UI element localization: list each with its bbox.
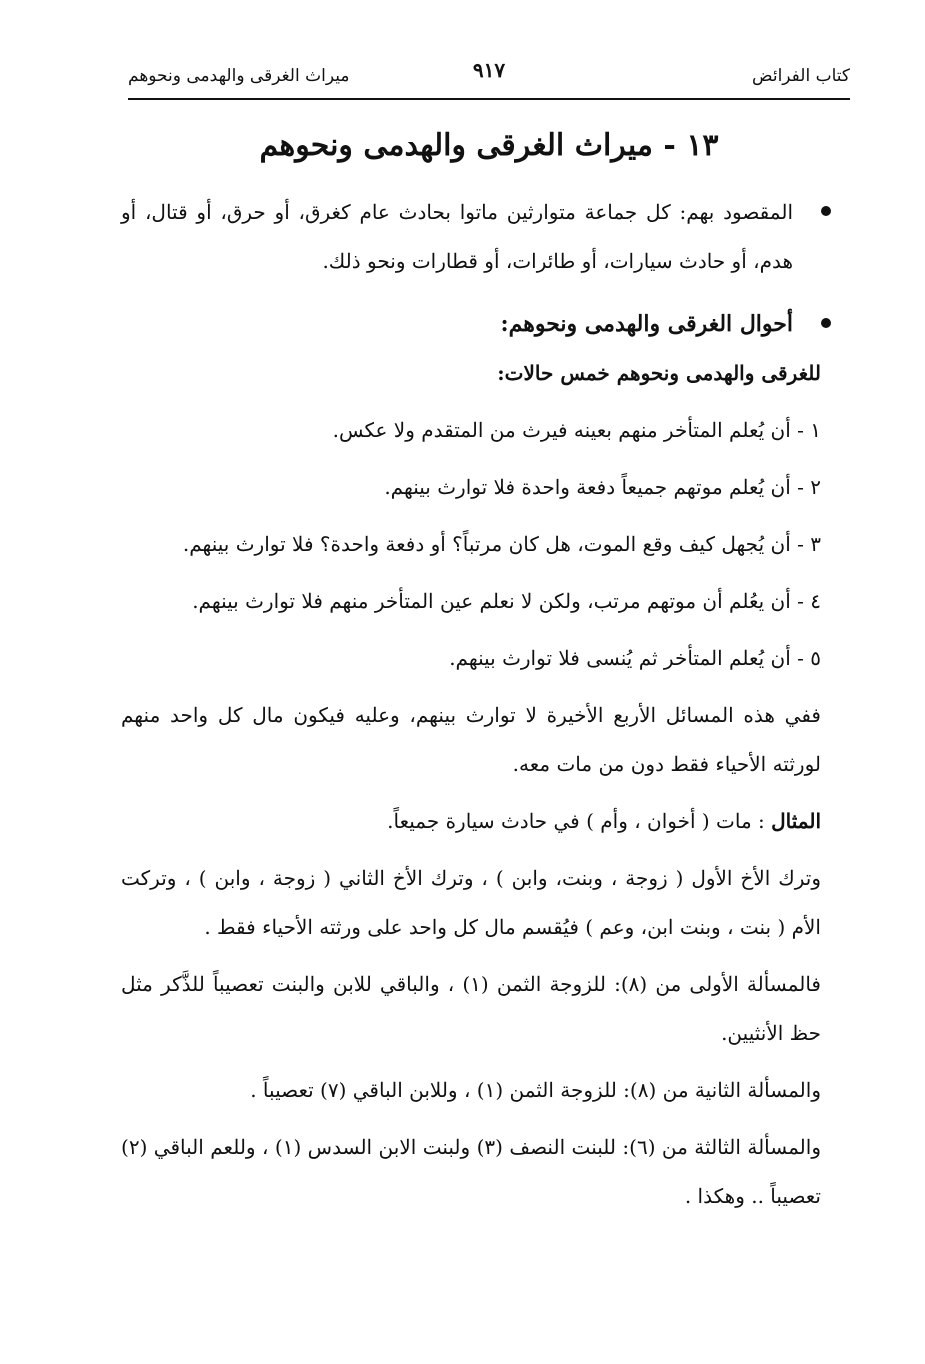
state-item: ٥ - أن يُعلم المتأخر ثم يُنسى فلا توارث بينهم. (449, 646, 821, 670)
ruling-paragraph: ففي هذه المسائل الأربع الأخيرة لا توارث بينهم، وعليه فيكون مال كل واحد منهم لورثته الأحياء فقط دون من مات معه. (121, 703, 821, 776)
state-item: ٣ - أن يُجهل كيف وقع الموت، هل كان مرتباً؟ أو دفعة واحدة؟ فلا توارث بينهم. (182, 532, 821, 556)
states-heading: أحوال الغرقى والهدمى ونحوهم: (500, 311, 793, 337)
book-title: كتاب الفرائض (752, 66, 850, 86)
example-label: المثال (771, 809, 821, 833)
definition-item (121, 188, 821, 286)
states-heading-item (121, 300, 821, 349)
issue-paragraph: والمسألة الثالثة من (٦): للبنت النصف (٣) ولبنت الابن السدس (١) ، وللعم الباقي (٢) تعصيباً .. وهكذا . (121, 1135, 821, 1208)
definition-paragraph: المقصود بهم: كل جماعة متوارثين ماتوا بحادث عام كغرق، أو حرق، أو قتال، أو هدم، أو حادث سيارات، أو طائرات، أو قطارات ونحو ذلك. (121, 200, 793, 273)
section-title: ١٣ - ميراث الغرقى والهدمى ونحوهم (259, 128, 719, 163)
bullet-icon (821, 318, 831, 328)
states-intro: للغرقى والهدمى ونحوهم خمس حالات: (497, 361, 821, 385)
example-details-paragraph: وترك الأخ الأول ( زوجة ، وبنت، وابن ) ، وترك الأخ الثاني ( زوجة ، وابن ) ، وتركت الأم ( بنت ، وبنت ابن، وعم ) فيُقسم مال كل واحد على ورثته الأحياء فقط . (121, 866, 821, 939)
running-header (128, 58, 850, 100)
running-chapter-title: ميراث الغرقى والهدمى ونحوهم (128, 66, 350, 86)
state-item: ٤ - أن يعُلم أن موتهم مرتب، ولكن لا نعلم عين المتأخر منهم فلا توارث بينهم. (192, 589, 821, 613)
bullet-icon (821, 206, 831, 216)
issue-paragraph: فالمسألة الأولى من (٨): للزوجة الثمن (١) ، والباقي للابن والبنت تعصيباً للذَّكر مثل حظ الأنثيين. (121, 972, 821, 1045)
issue-paragraph: والمسألة الثانية من (٨): للزوجة الثمن (١) ، وللابن الباقي (٧) تعصيباً . (250, 1078, 821, 1102)
state-item: ٢ - أن يُعلم موتهم جميعاً دفعة واحدة فلا توارث بينهم. (384, 475, 821, 499)
state-item: ١ - أن يُعلم المتأخر منهم بعينه فيرث من المتقدم ولا عكس. (332, 418, 821, 442)
example-text: : مات ( أخوان ، وأم ) في حادث سيارة جميعاً. (387, 809, 772, 833)
page-body (121, 188, 821, 1221)
page-number: ٩١٧ (472, 58, 506, 82)
example-paragraph (121, 797, 821, 846)
